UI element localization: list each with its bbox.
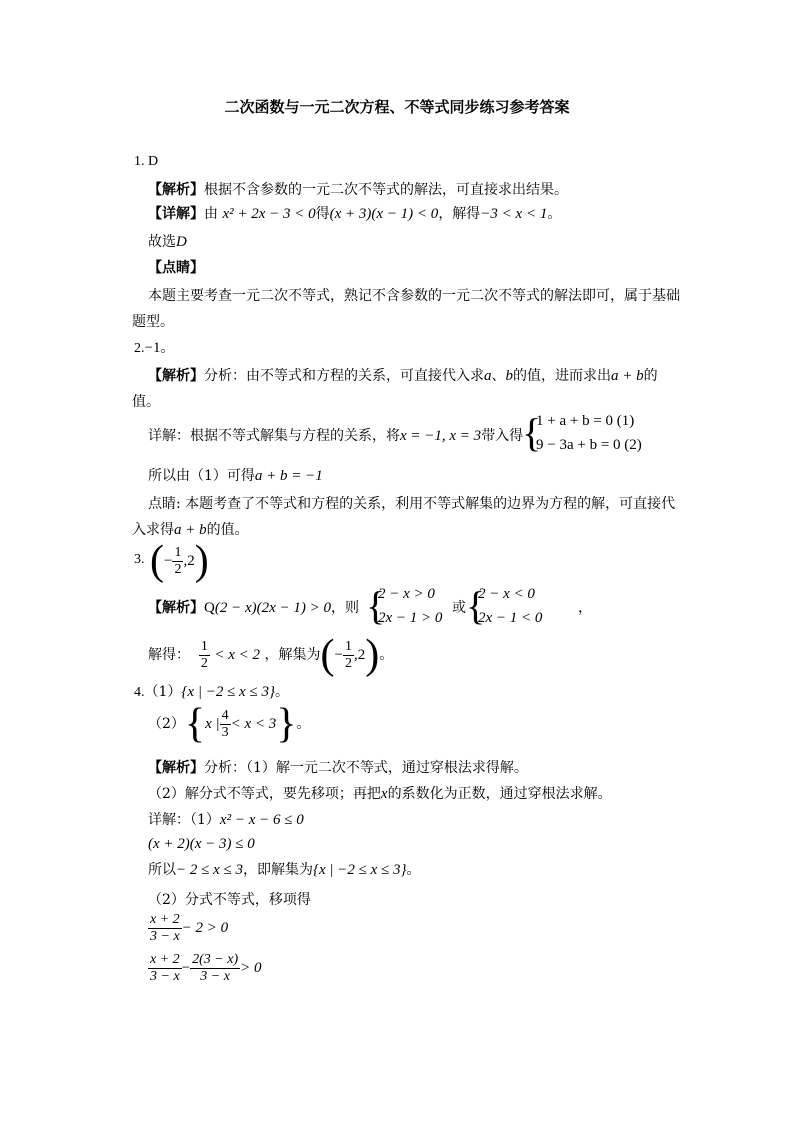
q1-expr1: x² + 2x − 3 < 0 <box>222 206 316 222</box>
q4-detail-pre: 详解：（1） <box>148 812 220 828</box>
q4-analysis-line1 <box>148 758 528 778</box>
q3-case2-b: 2x − 1 < 0 <box>478 610 543 626</box>
q4-conclusion-set: {x | −2 ≤ x ≤ 3} <box>313 862 407 878</box>
q2-analysis-end: 的 <box>643 368 658 384</box>
q2-var-a: a <box>484 368 492 384</box>
q4-part2-fraction: $\frac{4}{3}$ <box>221 707 229 740</box>
q3-solution-tail: < x < 2 <box>214 647 261 663</box>
q3-answer: (− $\frac{1}{2}$ ,2) <box>150 538 209 584</box>
q4-part1-pre: （1） <box>144 684 182 700</box>
q2-sep: 、 <box>491 368 506 384</box>
q4-part2-line: （2）{x | $\frac{4}{3}$ < x < 3}。 <box>148 701 311 747</box>
q4-part2-pre: （2） <box>148 716 185 732</box>
q3-case1-a: 2 − x > 0 <box>378 586 435 602</box>
q2-comment-end: 的值。 <box>206 522 249 538</box>
q3-because-symbol: Q <box>204 600 215 616</box>
q1-comment-line2: 题型。 <box>132 314 174 330</box>
q1-expr2: (x + 3)(x − 1) < 0 <box>329 206 439 222</box>
q3-set-minus: − <box>334 647 343 663</box>
q4-detail-line1 <box>148 810 304 830</box>
q2-xvals: x = −1, x = 3 <box>400 428 482 444</box>
q3-analysis-tag: 【解析】 <box>148 600 204 616</box>
q4-analysis-tag: 【解析】 <box>148 760 204 776</box>
q2-label: 2. <box>134 341 145 356</box>
q4-part2-tail: < x < 3 <box>230 716 277 732</box>
q2-analysis-line2: 值。 <box>132 394 160 410</box>
q4-label: 4. <box>134 685 145 700</box>
q2-detail-mid: 带入得 <box>481 428 524 444</box>
q3-solution-set-label: ，解集为 <box>264 647 321 663</box>
q3-label: 3. <box>134 552 145 567</box>
q1-expr3: −3 < x < 1 <box>480 206 548 222</box>
q4-step2-minus: − <box>181 960 191 976</box>
q2-comment-expr: a + b <box>174 522 207 538</box>
q4-conclusion-expr: − 2 ≤ x ≤ 3 <box>176 862 243 878</box>
q3-or: 或 <box>452 600 466 616</box>
q2-analysis-mid: 的值，进而求出 <box>513 368 611 384</box>
q4-step2 <box>148 950 262 986</box>
q3-answer-tail: ,2 <box>183 553 195 569</box>
q2-detail <box>148 426 523 446</box>
q1-label: 1. D <box>134 154 159 169</box>
q4-analysis-text: 分析：（1）解一元二次不等式，通过穿根法求得解。 <box>204 760 528 776</box>
q3-comma: ， <box>578 600 592 616</box>
q4-detail-line2: (x + 2)(x − 3) ≤ 0 <box>148 836 255 852</box>
q4-conclusion-end: 。 <box>406 862 421 878</box>
q4-conclusion-mid: ，即解集为 <box>243 862 313 878</box>
q4-analysis-line2-pre: （2）解分式不等式，要先移项；再把 <box>148 786 381 802</box>
q1-analysis <box>148 180 568 200</box>
q2-var-b: b <box>505 368 513 384</box>
q4-step1 <box>148 910 228 946</box>
q3-set-tail: ,2 <box>353 647 366 663</box>
q2-equation-1: 1 + a + b = 0 (1) <box>536 413 635 429</box>
q4-step2-fraction-left: $\frac{x + 2}{3 - x}$ <box>150 951 180 984</box>
q4-analysis-line2-x: x <box>380 786 388 802</box>
q3-answer-minus: − <box>164 553 173 569</box>
q3-expr: (2 − x)(2x − 1) > 0 <box>214 600 332 616</box>
q4-part1-line <box>134 682 289 703</box>
q4-detail-expr: x² − x − 6 ≤ 0 <box>219 812 304 828</box>
q2-analysis <box>148 366 658 386</box>
q1-comment-tag: 【点睛】 <box>148 260 204 276</box>
q2-comment-pre: 入求得 <box>132 522 174 538</box>
q4-part1-answer: {x | −2 ≤ x ≤ 3} <box>181 684 275 700</box>
q3-answer-fraction: $\frac{1}{2}$ <box>174 544 182 577</box>
q1-choice <box>148 232 187 252</box>
q4-part1-end: 。 <box>274 684 289 700</box>
q2-label-line <box>134 338 174 359</box>
q4-analysis-line2 <box>148 784 612 804</box>
q4-conclusion-pre: 所以 <box>148 862 176 878</box>
q2-equation-2: 9 − 3a + b = 0 (2) <box>536 437 642 453</box>
q1-detail-pre: 由 <box>204 206 218 222</box>
q2-conclusion-pre: 所以由（1）可得 <box>148 468 255 484</box>
q1-choice-text: 故选 <box>148 234 176 250</box>
q1-detail-end: 。 <box>547 206 562 222</box>
q2-conclusion <box>148 466 323 486</box>
q3-then: ，则 <box>331 600 360 616</box>
q3-solution-fraction: $\frac{1}{2}$ <box>200 638 208 671</box>
q4-step2-tail: > 0 <box>240 960 262 976</box>
q2-comment-line2 <box>132 520 249 540</box>
q2-answer: −1 <box>144 340 161 356</box>
q3-end: 。 <box>379 647 394 663</box>
q3-set-fraction: $\frac{1}{2}$ <box>344 638 352 671</box>
q3-analysis <box>148 598 359 618</box>
q4-step1-tail: − 2 > 0 <box>181 920 229 936</box>
q2-conclusion-expr: a + b = −1 <box>254 468 323 484</box>
page-title: 二次函数与一元二次方程、不等式同步练习参考答案 <box>224 98 570 116</box>
q4-step2-fraction-right: $\frac{2(3 - x)}{3 - x}$ <box>192 951 239 984</box>
q3-case1-brace: { <box>366 583 386 628</box>
q2-comment-line1: 点睛: 本题考查了不等式和方程的关系，利用不等式解集的边界为方程的解，可直接代 <box>148 496 676 512</box>
q4-conclusion <box>148 860 421 880</box>
q3-solution: 解得： $\frac{1}{2}$ < x < 2 ，解集为(− $\frac{1}{2}$ ,2)。 <box>148 632 394 678</box>
q1-detail-mid2: ，解得 <box>438 206 481 222</box>
q2-detail-pre: 详解：根据不等式解集与方程的关系，将 <box>148 428 400 444</box>
q4-part2-x: x | <box>205 716 220 732</box>
q3-case1-b: 2x − 1 > 0 <box>378 610 443 626</box>
q1-analysis-tag: 【解析】 <box>148 182 204 198</box>
q3-case2-brace: { <box>466 583 486 628</box>
q2-system-brace: { <box>522 410 542 455</box>
q2-answer-end: 。 <box>160 340 175 356</box>
q4-analysis-line2-end: 的系数化为正数，通过穿根法求解。 <box>387 786 612 802</box>
q1-analysis-text: 根据不含参数的一元二次不等式的解法，可直接求出结果。 <box>204 182 568 198</box>
q4-step1-fraction: $\frac{x + 2}{3 - x}$ <box>150 911 180 944</box>
q1-choice-answer: D <box>176 234 187 250</box>
q1-detail-tag: 【详解】 <box>148 206 204 222</box>
q2-analysis-pre: 分析：由不等式和方程的关系，可直接代入求 <box>204 368 484 384</box>
q3-solution-pre: 解得： <box>148 647 190 663</box>
q3-case2-a: 2 − x < 0 <box>478 586 535 602</box>
q2-apb: a + b <box>611 368 644 384</box>
q1-detail-mid: 得 <box>315 206 330 222</box>
q1-detail <box>148 204 561 224</box>
q1-comment-line1: 本题主要考查一元二次不等式，熟记不含参数的一元二次不等式的解法即可，属于基础 <box>148 288 680 304</box>
q4-part2-end: 。 <box>296 716 311 732</box>
q2-analysis-tag: 【解析】 <box>148 368 204 384</box>
q4-part2-heading: （2）分式不等式，移项得 <box>148 892 311 908</box>
